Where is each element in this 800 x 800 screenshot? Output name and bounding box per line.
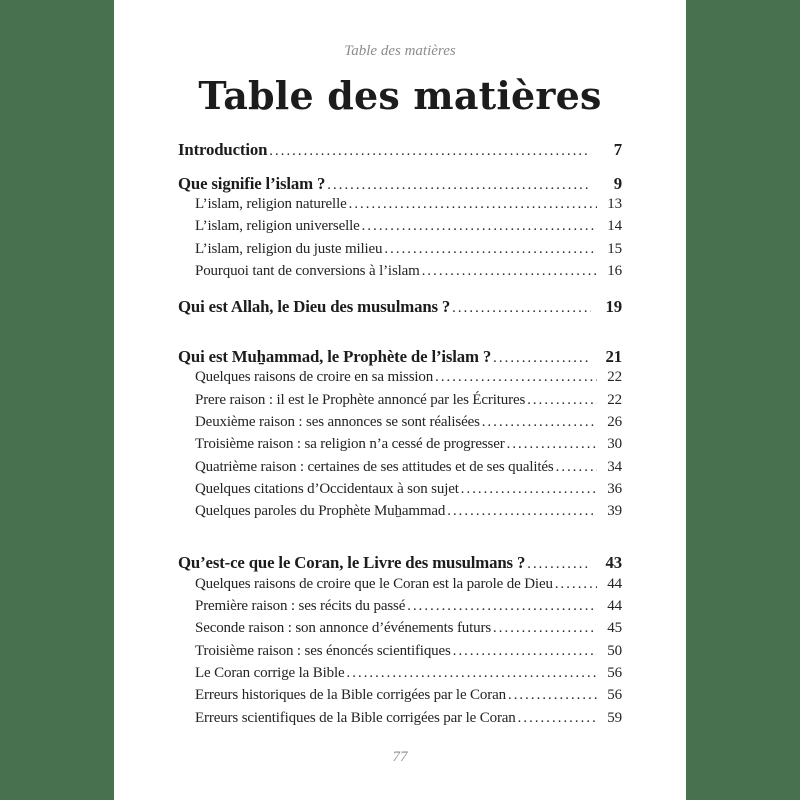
- toc-entry-page: 22: [607, 391, 622, 408]
- toc-entry-page: 43: [605, 553, 622, 573]
- toc-entry-label: Introduction: [178, 140, 268, 159]
- toc-entry: [178, 392, 622, 414]
- toc-entry: [178, 369, 622, 391]
- toc-entry: [178, 459, 622, 481]
- toc-entry-label: Erreurs scientifiques de la Bible corrigées par le Coran: [195, 709, 516, 726]
- toc-entry-page: 14: [607, 218, 622, 235]
- footer-page-number: 77: [392, 748, 408, 765]
- toc-dot-leader: [422, 263, 597, 280]
- toc-dot-leader: [493, 620, 597, 637]
- toc-entry-page: 16: [607, 262, 622, 279]
- toc-dot-leader: [453, 643, 597, 660]
- toc-entry-page: 44: [607, 575, 622, 592]
- toc-entry: [178, 174, 622, 196]
- toc-entry: [178, 436, 622, 458]
- toc-entry-page: 59: [607, 709, 622, 726]
- toc-entry-label: Troisième raison : sa religion n’a cessé de progresser: [195, 436, 505, 453]
- toc-entry: [178, 414, 622, 436]
- toc-entry: [178, 665, 622, 687]
- toc-entry: [178, 481, 622, 503]
- toc-dot-leader: [508, 687, 597, 704]
- running-header: Table des matières: [344, 43, 456, 59]
- toc-dot-leader: [327, 177, 591, 194]
- toc-dot-leader: [347, 665, 597, 682]
- toc-dot-leader: [447, 503, 597, 520]
- toc-dot-leader: [527, 556, 591, 573]
- toc-entry-page: 56: [607, 664, 622, 681]
- toc-entry: [178, 710, 622, 732]
- toc-entry-label: Troisième raison : ses énoncés scientifiques: [195, 642, 451, 659]
- toc-dot-leader: [362, 218, 597, 235]
- toc-entry-label: Prere raison : il est le Prophète annoncé par les Écritures: [195, 391, 526, 408]
- toc-entry-label: Quelques raisons de croire que le Coran est la parole de Dieu: [195, 575, 553, 592]
- toc-entry: [178, 140, 622, 162]
- toc-entry: [178, 297, 622, 319]
- toc-entry-page: 13: [607, 196, 622, 213]
- toc-entry-label: Qu’est-ce que le Coran, le Livre des musulmans ?: [178, 553, 526, 573]
- toc-entry-label: Qui est Muẖammad, le Prophète de l’islam ?: [178, 347, 492, 367]
- toc-dot-leader: [518, 710, 597, 727]
- toc-entry-page: 21: [605, 347, 622, 367]
- toc-entry-label: L’islam, religion universelle: [195, 218, 360, 235]
- toc-entry-page: 44: [607, 598, 622, 615]
- toc-entry-label: Quatrième raison : certaines de ses attitudes et de ses qualités: [195, 458, 554, 475]
- toc-list: [178, 140, 622, 732]
- toc-entry-page: 30: [607, 436, 622, 453]
- toc-entry-label: Quelques raisons de croire en sa mission: [195, 369, 434, 386]
- toc-entry: [178, 553, 622, 575]
- toc-entry: [178, 598, 622, 620]
- toc-entry-page: 50: [607, 642, 622, 659]
- toc-entry-label: Deuxième raison : ses annonces se sont réalisées: [195, 413, 480, 430]
- toc-entry: [178, 687, 622, 709]
- toc-entry-label: Que signifie l’islam ?: [178, 173, 326, 193]
- toc-dot-leader: [269, 143, 591, 160]
- toc-entry-label: L’islam, religion naturelle: [195, 196, 347, 213]
- toc-entry: [178, 620, 622, 642]
- toc-entry: [178, 503, 622, 525]
- toc-entry-page: 9: [613, 173, 622, 193]
- toc-entry-page: 56: [607, 687, 622, 704]
- toc-entry: [178, 263, 622, 285]
- book-page: [114, 0, 686, 800]
- toc-entry-page: 34: [607, 458, 622, 475]
- toc-entry-page: 36: [607, 480, 622, 497]
- toc-dot-leader: [507, 436, 597, 453]
- toc-entry: [178, 196, 622, 218]
- toc-entry-page: 22: [607, 369, 622, 386]
- toc-entry: [178, 241, 622, 263]
- page-title: Table des matières: [198, 73, 602, 118]
- toc-entry-label: L’islam, religion du juste milieu: [195, 240, 383, 257]
- toc-entry-page: 39: [607, 503, 622, 520]
- toc-entry-label: Qui est Allah, le Dieu des musulmans ?: [178, 296, 451, 316]
- toc-dot-leader: [384, 241, 597, 258]
- toc-entry-label: Erreurs historiques de la Bible corrigées par le Coran: [195, 687, 506, 704]
- toc-entry: [178, 576, 622, 598]
- toc-dot-leader: [407, 598, 597, 615]
- toc-entry-page: 7: [613, 140, 622, 159]
- toc-entry-label: Seconde raison : son annonce d’événements futurs: [195, 620, 492, 637]
- toc-entry: [178, 643, 622, 665]
- toc-dot-leader: [527, 392, 597, 409]
- toc-entry: [178, 218, 622, 240]
- toc-dot-leader: [461, 481, 597, 498]
- toc-dot-leader: [482, 414, 597, 431]
- toc-dot-leader: [349, 196, 597, 213]
- toc-entry-page: 19: [605, 296, 622, 316]
- toc-entry-label: Le Coran corrige la Bible: [195, 664, 345, 681]
- toc-entry-label: Pourquoi tant de conversions à l’islam: [195, 262, 420, 279]
- toc-dot-leader: [435, 369, 597, 386]
- toc-dot-leader: [555, 576, 597, 593]
- toc-entry-page: 26: [607, 413, 622, 430]
- toc-dot-leader: [493, 350, 591, 367]
- toc-dot-leader: [556, 459, 597, 476]
- toc-entry: [178, 347, 622, 369]
- toc-entry-page: 15: [607, 240, 622, 257]
- toc-entry-label: Première raison : ses récits du passé: [195, 598, 406, 615]
- toc-entry-label: Quelques citations d’Occidentaux à son sujet: [195, 480, 459, 497]
- toc-dot-leader: [452, 300, 591, 317]
- toc-entry-page: 45: [607, 620, 622, 637]
- toc-entry-label: Quelques paroles du Prophète Muẖammad: [195, 503, 446, 520]
